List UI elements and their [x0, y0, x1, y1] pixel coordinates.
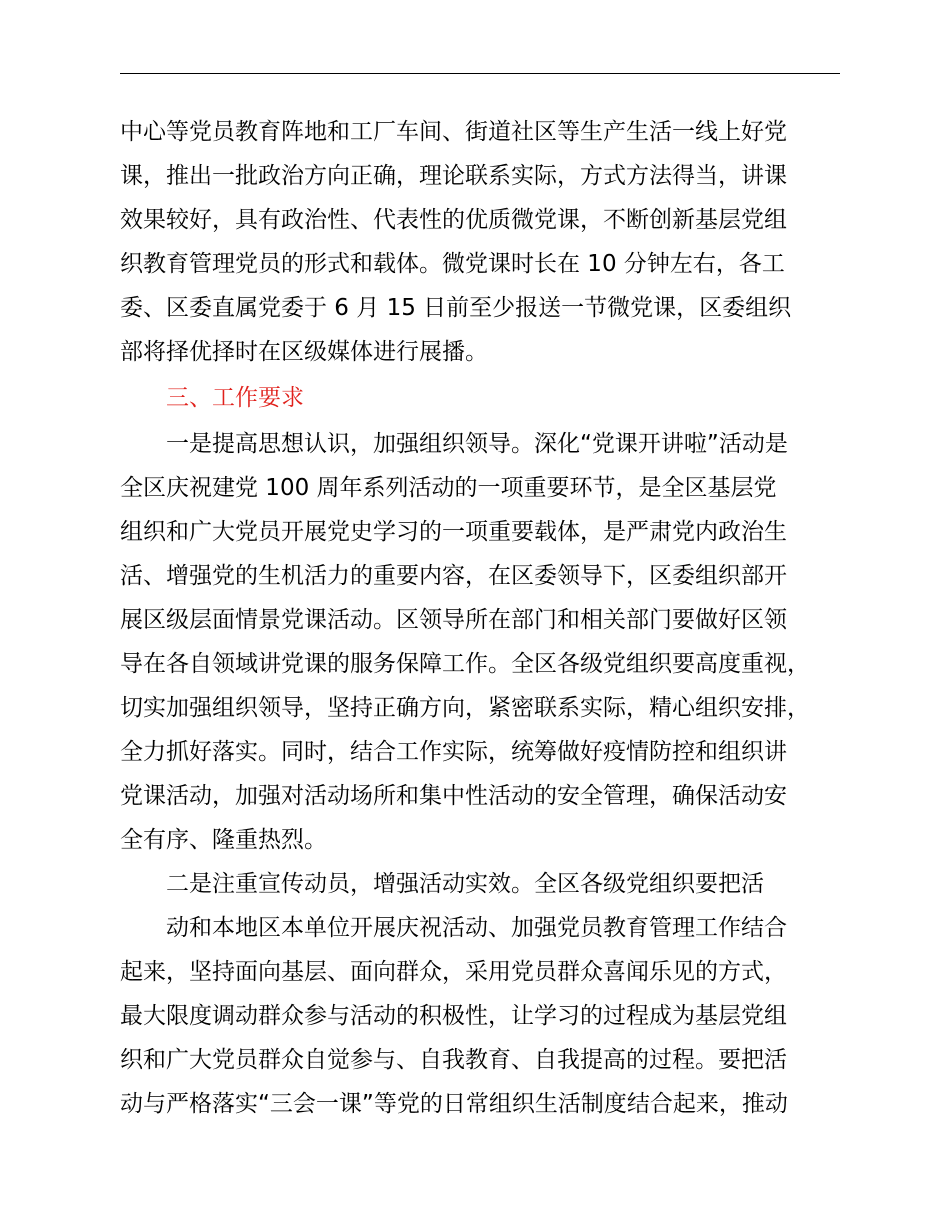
text-line: 织和广大党员群众自觉参与、自我教育、自我提高的过程。要把活	[120, 1047, 787, 1073]
text-line: 活、增强党的生机活力的重要内容，在区委领导下，区委组织部开	[120, 563, 787, 589]
text-line: 织教育管理党员的形式和载体。微党课时长在 10 分钟左右，各工	[120, 251, 785, 277]
text-line: 二是注重宣传动员，增强活动实效。全区各级党组织要把活	[166, 871, 764, 897]
text-line: 部将择优择时在区级媒体进行展播。	[120, 339, 488, 365]
section-heading: 三、工作要求	[166, 385, 304, 411]
text-line: 党课活动，加强对活动场所和集中性活动的安全管理，确保活动安	[120, 783, 787, 809]
text-line: 起来，坚持面向基层、面向群众，采用党员群众喜闻乐见的方式，	[120, 959, 787, 985]
text-line: 组织和广大党员开展党史学习的一项重要载体，是严肃党内政治生	[120, 519, 787, 545]
text-line: 展区级层面情景党课活动。区领导所在部门和相关部门要做好区领	[120, 607, 787, 633]
text-line: 导在各自领域讲党课的服务保障工作。全区各级党组织要高度重视，	[120, 651, 810, 677]
header-rule	[120, 73, 840, 74]
text-line: 全有序、隆重热烈。	[120, 827, 327, 853]
text-line: 一是提高思想认识，加强组织领导。深化“党课开讲啦”活动是	[166, 431, 788, 457]
text-line: 委、区委直属党委于 6 月 15 日前至少报送一节微党课，区委组织	[120, 295, 792, 321]
text-line: 动与严格落实“三会一课”等党的日常组织生活制度结合起来，推动	[120, 1091, 788, 1117]
text-line: 动和本地区本单位开展庆祝活动、加强党员教育管理工作结合	[166, 915, 787, 941]
text-line: 效果较好，具有政治性、代表性的优质微党课，不断创新基层党组	[120, 207, 787, 233]
text-line: 最大限度调动群众参与活动的积极性，让学习的过程成为基层党组	[120, 1003, 787, 1029]
text-line: 切实加强组织领导，坚持正确方向，紧密联系实际，精心组织安排，	[120, 695, 810, 721]
text-line: 课，推出一批政治方向正确，理论联系实际，方式方法得当，讲课	[120, 163, 787, 189]
text-line: 中心等党员教育阵地和工厂车间、街道社区等生产生活一线上好党	[120, 119, 787, 145]
text-line: 全区庆祝建党 100 周年系列活动的一项重要环节，是全区基层党	[120, 475, 777, 501]
text-line: 全力抓好落实。同时，结合工作实际，统筹做好疫情防控和组织讲	[120, 739, 787, 765]
